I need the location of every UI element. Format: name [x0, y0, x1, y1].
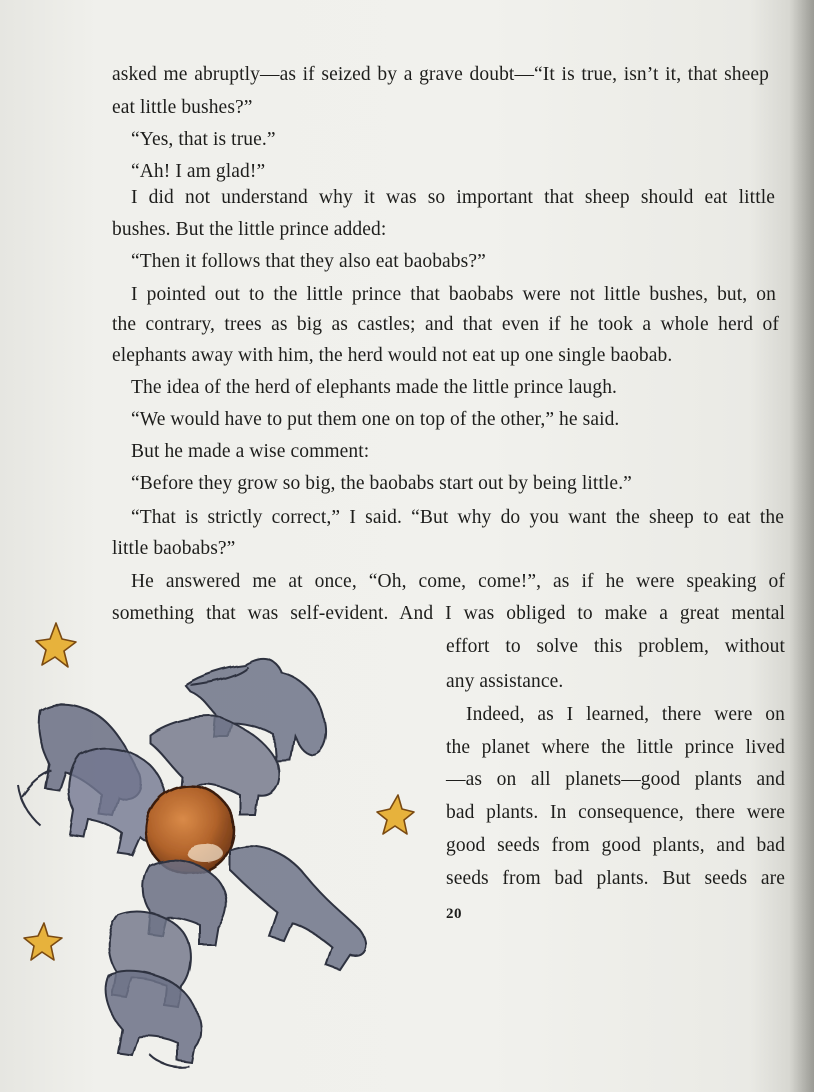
text-line: good seeds from good plants, and bad	[446, 835, 785, 856]
text-line: elephants away with him, the herd would not eat up one single baobab.	[112, 345, 673, 366]
text-line: bad plants. In consequence, there were	[446, 802, 785, 823]
text-line: something that was self-evident. And I was obliged to make a great mental	[112, 603, 785, 624]
text-line: any assistance.	[446, 671, 564, 692]
text-line: —as on all planets—good plants and	[446, 769, 785, 790]
text-line: Indeed, as I learned, there were on	[466, 704, 785, 725]
star-icon	[377, 795, 414, 834]
text-line: seeds from bad plants. But seeds are	[446, 868, 785, 889]
text-line: “Ah! I am glad!”	[131, 161, 266, 182]
page-number: 20	[446, 906, 462, 922]
elephant-icon	[230, 846, 366, 970]
text-line: “We would have to put them one on top of the other,” he said.	[131, 409, 620, 430]
text-line: I pointed out to the little prince that baobabs were not little bushes, but, on	[131, 284, 776, 305]
elephant-herd	[18, 659, 366, 1068]
text-line: the planet where the little prince lived	[446, 737, 785, 758]
text-line: “That is strictly correct,” I said. “But why do you want the sheep to eat the	[131, 507, 784, 528]
text-line: asked me abruptly—as if seized by a grave doubt—“It is true, isn’t it, that sheep	[112, 64, 769, 85]
text-line: the contrary, trees as big as castles; and that even if he took a whole herd of	[112, 314, 779, 335]
text-line: little baobabs?”	[112, 538, 236, 559]
elephants-on-planet-illustration	[0, 615, 420, 1085]
text-line: But he made a wise comment:	[131, 441, 370, 462]
text-line: He answered me at once, “Oh, come, come!”, as if he were speaking of	[131, 571, 785, 592]
text-line: effort to solve this problem, without	[446, 636, 785, 657]
star-icon	[36, 623, 76, 667]
text-line: The idea of the herd of elephants made the little prince laugh.	[131, 377, 618, 398]
elephant-icon	[105, 971, 201, 1068]
text-line: bushes. But the little prince added:	[112, 219, 387, 240]
text-line: “Then it follows that they also eat baobabs?”	[131, 251, 486, 272]
text-line: eat little bushes?”	[112, 97, 253, 118]
text-line: I did not understand why it was so important that sheep should eat little	[131, 187, 775, 208]
text-line: “Before they grow so big, the baobabs start out by being little.”	[131, 473, 632, 494]
star-icon	[24, 923, 62, 960]
text-line: “Yes, that is true.”	[131, 129, 276, 150]
